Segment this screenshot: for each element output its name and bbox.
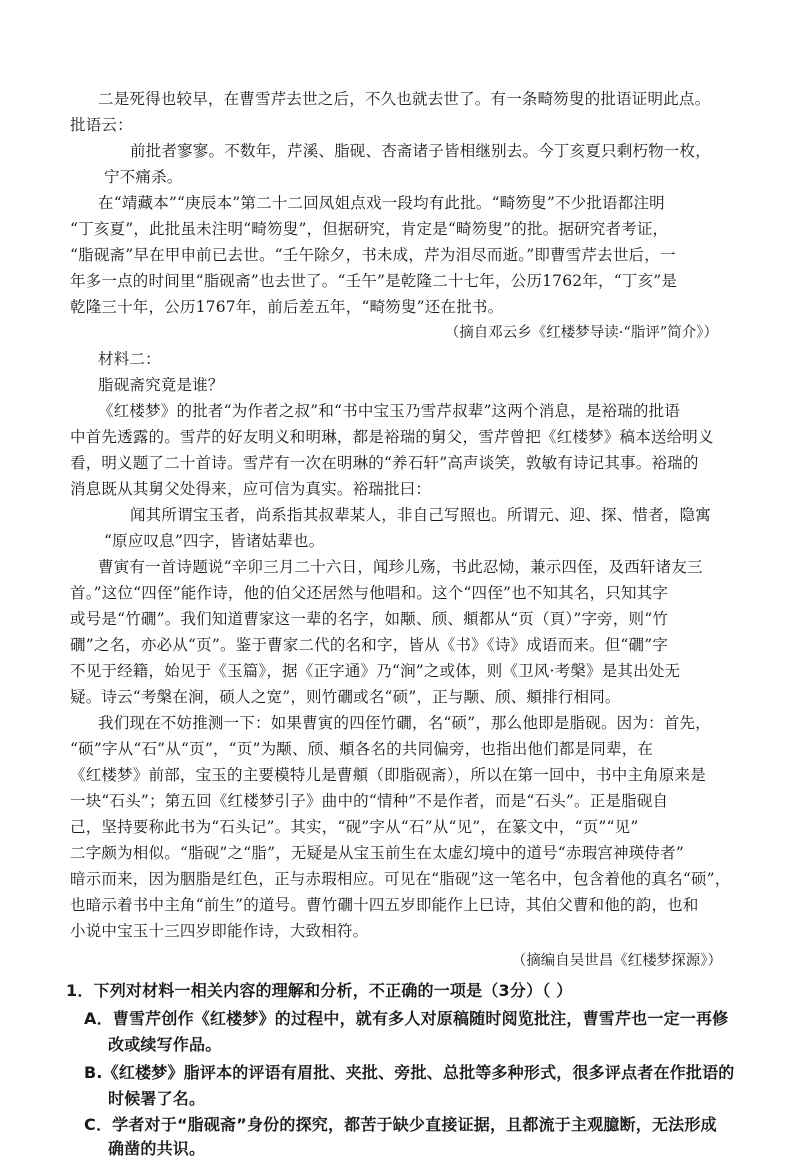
text-line: 小说中宝玉十三四岁即能作诗，大致相符。 xyxy=(70,922,369,940)
option-a-continued[interactable]: 改或续写作品。 xyxy=(108,1035,222,1054)
option-a[interactable]: A．曹雪芹创作《红楼梦》的过程中，就有多人对原稿随时阅览批注，曹雪芹也一定一再修 xyxy=(84,1009,729,1028)
question-stem: 1．下列对材料一相关内容的理解和分析，不正确的一项是（3分）（ ） xyxy=(66,981,573,1000)
material-heading: 材料二： xyxy=(98,350,161,368)
text-line: 《红楼梦》的批者“为作者之叔”和“书中宝玉乃雪芹叔辈”这两个消息，是裕瑞的批语 xyxy=(98,402,680,420)
text-line: 二是死得也较早，在曹雪芹去世之后，不久也就去世了。有一条畸笏叟的批语证明此点。 xyxy=(98,90,711,108)
option-b[interactable]: B.《红楼梦》脂评本的评语有眉批、夹批、旁批、总批等多种形式，很多评点者在作批语的 xyxy=(84,1063,735,1082)
text-line: 批语云： xyxy=(70,116,133,134)
quoted-comment-line: 前批者寥寥。不数年，芹溪、脂砚、杏斋诸子皆相继别去。今丁亥夏只剩朽物一枚， xyxy=(130,142,711,160)
text-line: 一块“石头”；第五回《红楼梦引子》曲中的“情种”不是作者，而是“石头”。正是脂砚自 xyxy=(70,792,669,810)
text-line: “硕”字从“石”从“页”，“页”为颙、颀、頫各名的共同偏旁，也指出他们都是同辈，在 xyxy=(70,740,654,758)
quoted-comment-line: 宁不痛杀。 xyxy=(104,168,183,186)
option-c-continued[interactable]: 确凿的共识。 xyxy=(108,1139,206,1158)
text-line: 也暗示着书中主角“前生”的道号。曹竹礀十四五岁即能作上巳诗，其伯父曹和他的韵，也和 xyxy=(70,896,699,914)
option-c[interactable]: C．学者对于“脂砚斋”身份的探究，都苦于缺少直接证据，且都流于主观臆断，无法形成 xyxy=(84,1115,717,1134)
text-line: 年多一点的时间里“脂砚斋”也去世了。“壬午”是乾隆二十七年，公历1762年，“丁亥”是 xyxy=(70,272,678,290)
text-line: 疑。诗云“考槃在涧，硕人之宽”，则竹礀或名“硕”，正与颙、颀、頫排行相同。 xyxy=(70,688,621,706)
text-line: 己，坚持要称此书为“石头记”。其实，“砚”字从“石”从“见”，在篆文中，“页”“见” xyxy=(70,818,639,836)
text-line: 在“靖藏本”“庚辰本”第二十二回凤姐点戏一段均有此批。“畸笏叟”不少批语都注明 xyxy=(98,194,665,212)
text-line: 看，明义题了二十首诗。雪芹有一次在明琳的“养石轩”高声谈笑，敦敏有诗记其事。裕瑞的 xyxy=(70,454,699,472)
text-line: “丁亥夏”，此批虽未注明“畸笏叟”，但据研究，肯定是“畸笏叟”的批。据研究者考证， xyxy=(70,220,669,238)
quoted-comment-line: “原应叹息”四字，皆诸姑辈也。 xyxy=(104,532,325,550)
text-line: 暗示而来，因为胭脂是红色，正与赤瑕相应。可见在“脂砚”这一笔名中，包含着他的真名“硕”， xyxy=(70,870,731,888)
text-line: 曹寅有一首诗题说“辛卯三月二十六日，闻珍儿殇，书此忍恸，兼示四侄，及西轩诸友三 xyxy=(98,558,703,576)
text-line: 中首先透露的。雪芹的好友明义和明琳，都是裕瑞的舅父，雪芹曾把《红楼梦》稿本送给明义 xyxy=(70,428,714,446)
text-line: 我们现在不妨推测一下：如果曹寅的四侄竹礀，名“硕”，那么他即是脂砚。因为：首先， xyxy=(98,714,711,732)
text-line: 或号是“竹礀”。我们知道曹家这一辈的名字，如颙、颀、頫都从“页（頁）”字旁，则“竹 xyxy=(70,610,669,628)
text-line: 二字颇为相似。“脂砚”之“脂”，无疑是从宝玉前生在太虚幻境中的道号“赤瑕宫神瑛侍者” xyxy=(70,844,684,862)
text-line: 《红楼梦》前部，宝玉的主要模特儿是曹頫（即脂砚斋），所以在第一回中，书中主角原来是 xyxy=(70,766,706,784)
text-line: 礀”之名，亦必从“页”。鉴于曹家二代的名和字，皆从《书》《诗》成语而来。但“礀”字 xyxy=(70,636,669,654)
text-line: 乾隆三十年，公历1767年，前后差五年，“畸笏叟”还在批书。 xyxy=(70,298,504,316)
text-line: “脂砚斋”早在甲申前已去世。“壬午除夕，书未成，芹为泪尽而逝。”即曹雪芹去世后，一 xyxy=(70,246,676,264)
text-line: 首。”这位“四侄”能作诗，他的伯父还居然与他唱和。这个“四侄”也不知其名，只知其字 xyxy=(70,584,669,602)
option-b-continued[interactable]: 时候署了名。 xyxy=(108,1089,206,1108)
source-citation: （摘自邓云乡《红楼梦导读·“脂评”简介》） xyxy=(444,325,718,341)
text-line: 消息既从其舅父处得来，应可信为真实。裕瑞批曰： xyxy=(70,480,432,498)
text-line: 不见于经籍，始见于《玉篇》，据《正字通》乃“涧”之或体，则《卫风·考槃》是其出处无 xyxy=(70,662,681,680)
source-citation: （摘编自吴世昌《红楼梦探源》） xyxy=(511,953,722,969)
material-subheading: 脂砚斋究竟是谁？ xyxy=(98,376,224,394)
quoted-comment-line: 闻其所谓宝玉者，尚系指其叔辈某人，非自己写照也。所谓元、迎、探、惜者，隐寓 xyxy=(130,506,711,524)
